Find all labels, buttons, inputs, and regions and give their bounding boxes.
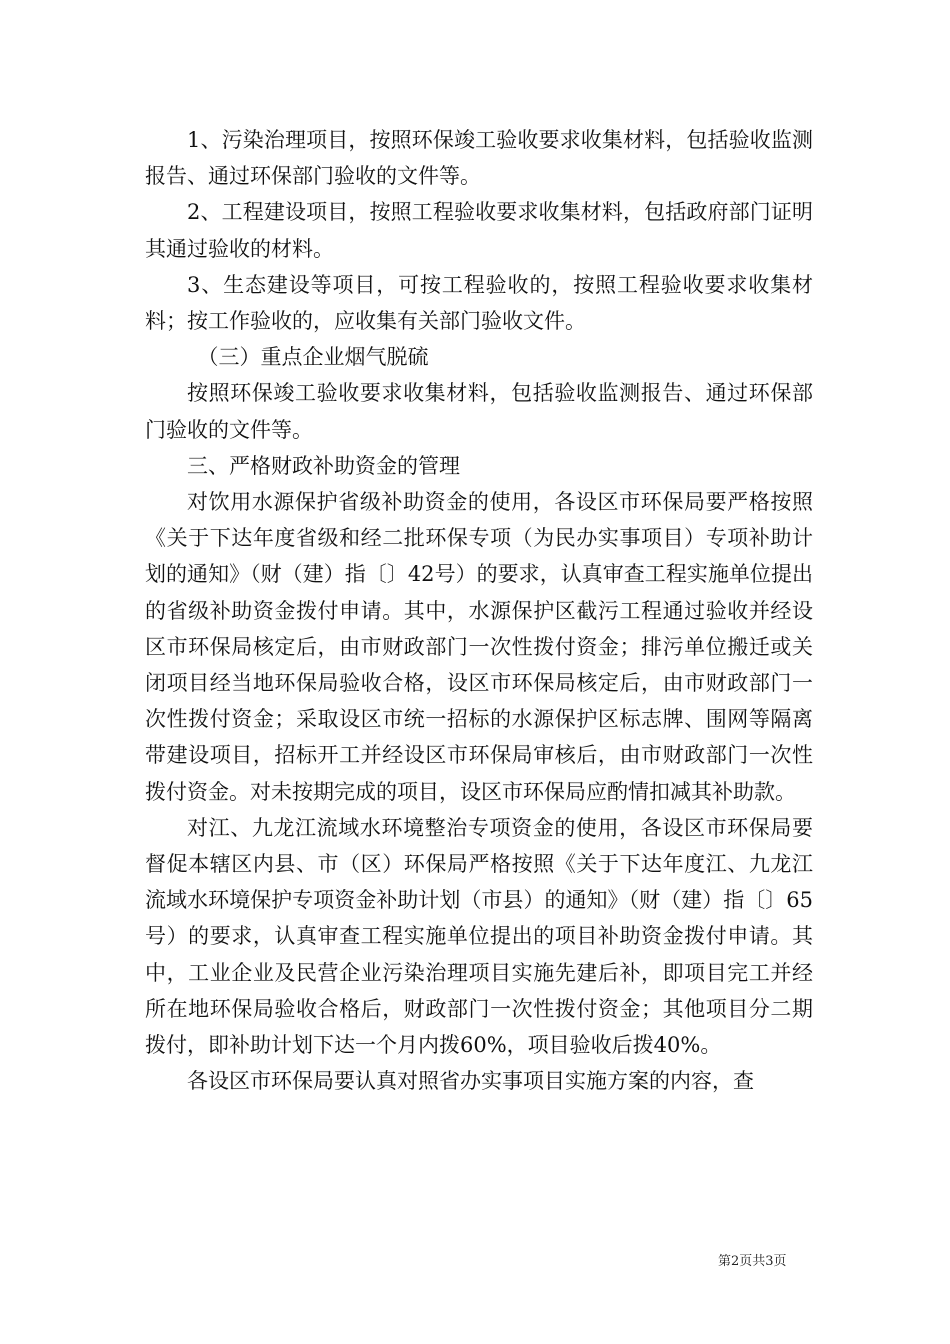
- page-number-footer: 第2页共3页: [718, 1254, 787, 1269]
- paragraph-river-basin-funds: 对江、九龙江流域水环境整治专项资金的使用，各设区市环保局要督促本辖区内县、市（区）环保局严格按照《关于下达年度江、九龙江流域水环境保护专项资金补助计划（市县）的通知》（财（建）指〔〕65号）的要求，认真审查工程实施单位提出的项目补助资金拨付申请。其中，工业企业及民营企业污染治理项目实施先建后补，即项目完工并经所在地环保局验收合格后，财政部门一次性拨付资金；其他项目分二期拨付，即补助计划下达一个月内拨60%，项目验收后拨40%。: [145, 815, 813, 1058]
- paragraph-ecological-projects: 3、生态建设等项目，可按工程验收的，按照工程验收要求收集材料；按工作验收的，应收集有关部门验收文件。: [145, 272, 813, 334]
- paragraph-pollution-control: 1、污染治理项目，按照环保竣工验收要求收集材料，包括验收监测报告、通过环保部门验收的文件等。: [145, 128, 813, 189]
- paragraph-engineering-projects: 2、工程建设项目，按照工程验收要求收集材料，包括政府部门证明其通过验收的材料。: [145, 200, 813, 261]
- section-heading-desulfurization: （三）重点企业烟气脱硫: [197, 345, 429, 370]
- section-heading-fund-management: 三、严格财政补助资金的管理: [187, 453, 460, 478]
- paragraph-water-source-funds: 对饮用水源保护省级补助资金的使用，各设区市环保局要严格按照《关于下达年度省级和经二批环保专项（为民办实事项目）专项补助计划的通知》（财（建）指〔〕42号）的要求，认真审查工程实施单位提出的省级补助资金拨付申请。其中，水源保护区截污工程通过验收并经设区市环保局核定后，由市财政部门一次性拨付资金；排污单位搬迁或关闭项目经当地环保局验收合格，设区市环保局核定后，由市财政部门一次性拨付资金；采取设区市统一招标的水源保护区标志牌、围网等隔离带建设项目，招标开工并经设区市环保局审核后，由市财政部门一次性拨付资金。对未按期完成的项目，设区市环保局应酌情扣减其补助款。: [145, 490, 813, 804]
- paragraph-review: 各设区市环保局要认真对照省办实事项目实施方案的内容，查: [187, 1069, 754, 1094]
- paragraph-desulfurization: 按照环保竣工验收要求收集材料，包括验收监测报告、通过环保部门验收的文件等。: [145, 381, 813, 442]
- document-body: [145, 122, 813, 1099]
